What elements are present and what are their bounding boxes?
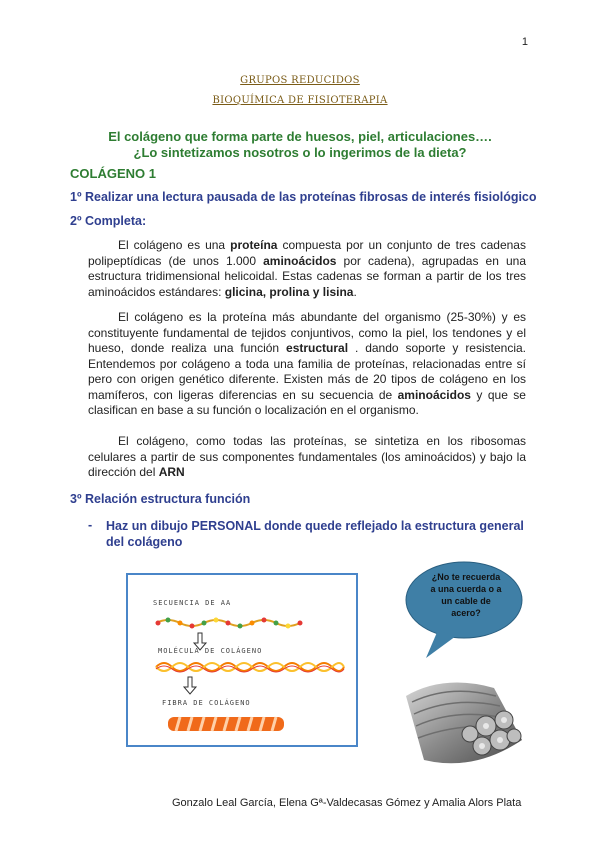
drawing-sketch (128, 575, 356, 745)
drawing-label-sequence: SECUENCIA DE AA (153, 599, 232, 607)
paragraph-2 (88, 310, 526, 419)
p2-text-2: . dando soporte y resistencia. Entendemos por colágeno a toda una familia de proteínas, relacionadas entre sí pero con origen genético diferente. Existen más de 20 tipos de colágeno en los mamíferos, con ligeras diferencias en su secuencia de (88, 341, 527, 402)
drawing-label-molecule: MOLÉCULA DE COLÁGENO (158, 647, 263, 655)
p1-text-2: compuesta por un conjunto de tres cadenas polipeptídicas (de unos 1.000 (88, 238, 526, 268)
p1-text-3: por cadena), agrupadas en una estructura tridimensional helicoidal. Estas cadenas se forman a partir de los tres aminoácidos estándares: (88, 253, 526, 299)
bubble-text (414, 571, 518, 619)
drawing-label-fiber: FIBRA DE COLÁGENO (162, 699, 251, 707)
question-line-1: El colágeno que forma parte de huesos, piel, articulaciones…. (108, 129, 492, 144)
bullet-dash: - (88, 518, 93, 532)
task-1: 1º Realizar una lectura pausada de las proteínas fibrosas de interés fisiológico (70, 190, 537, 204)
p3-bold-1: ARN (158, 465, 185, 479)
p2-bold-2: aminoácidos (397, 387, 471, 402)
steel-cable-photo (404, 668, 526, 778)
bullet-text: Haz un dibujo PERSONAL donde quede reflejado la estructura general del colágeno (106, 519, 524, 549)
p3-text-1: El colágeno, como todas las proteínas, se sintetiza en los ribosomas celulares a partir de sus componentes fundamentales (los aminoácidos) y bajo la dirección del (88, 434, 526, 479)
p1-bold-1: proteína (230, 238, 278, 252)
task-2: 2º Completa: (70, 214, 147, 228)
header-line-2: BIOQUÍMICA DE FISIOTERAPIA (212, 95, 388, 106)
bubble-line-2: a una cuerda o a (430, 584, 502, 594)
p2-text-3: y que se clasifican en base a su función o localización en el organismo. (88, 387, 526, 417)
footer-authors: Gonzalo Leal García, Elena Gª-Valdecasas Gómez y Amalia Alors Plata (172, 797, 522, 809)
page-number: 1 (521, 36, 528, 48)
p1-bold-3: glicina, prolina y lisina (224, 284, 354, 299)
bubble-line-4: acero? (451, 608, 481, 618)
paragraph-3 (88, 434, 526, 481)
p2-bold-1: estructural (286, 341, 349, 355)
collagen-fiber (168, 717, 284, 731)
collagen-helix (156, 663, 344, 672)
amino-acid-chain (156, 618, 303, 629)
section-title: COLÁGENO 1 (70, 166, 156, 181)
p1-text-4: . (353, 284, 357, 299)
question-line-2: ¿Lo sintetizamos nosotros o lo ingerimos de la dieta? (133, 145, 467, 160)
bubble-line-1: ¿No te recuerda (431, 572, 501, 582)
p2-text-1: El colágeno es la proteína más abundante del organismo (25-30%) y es constituyente fundamental de tejidos conjuntivos, como la piel, los tendones y el hueso, donde realiza una función (88, 310, 526, 355)
bubble-line-3: un cable de (441, 596, 491, 606)
task-3: 3º Relación estructura función (70, 492, 251, 506)
paragraph-1 (88, 238, 526, 300)
collagen-drawing (126, 573, 358, 747)
header-line-1: GRUPOS REDUCIDOS (240, 75, 360, 86)
p1-bold-2: aminoácidos (263, 253, 337, 268)
p1-text-1: El colágeno es una (118, 238, 231, 252)
